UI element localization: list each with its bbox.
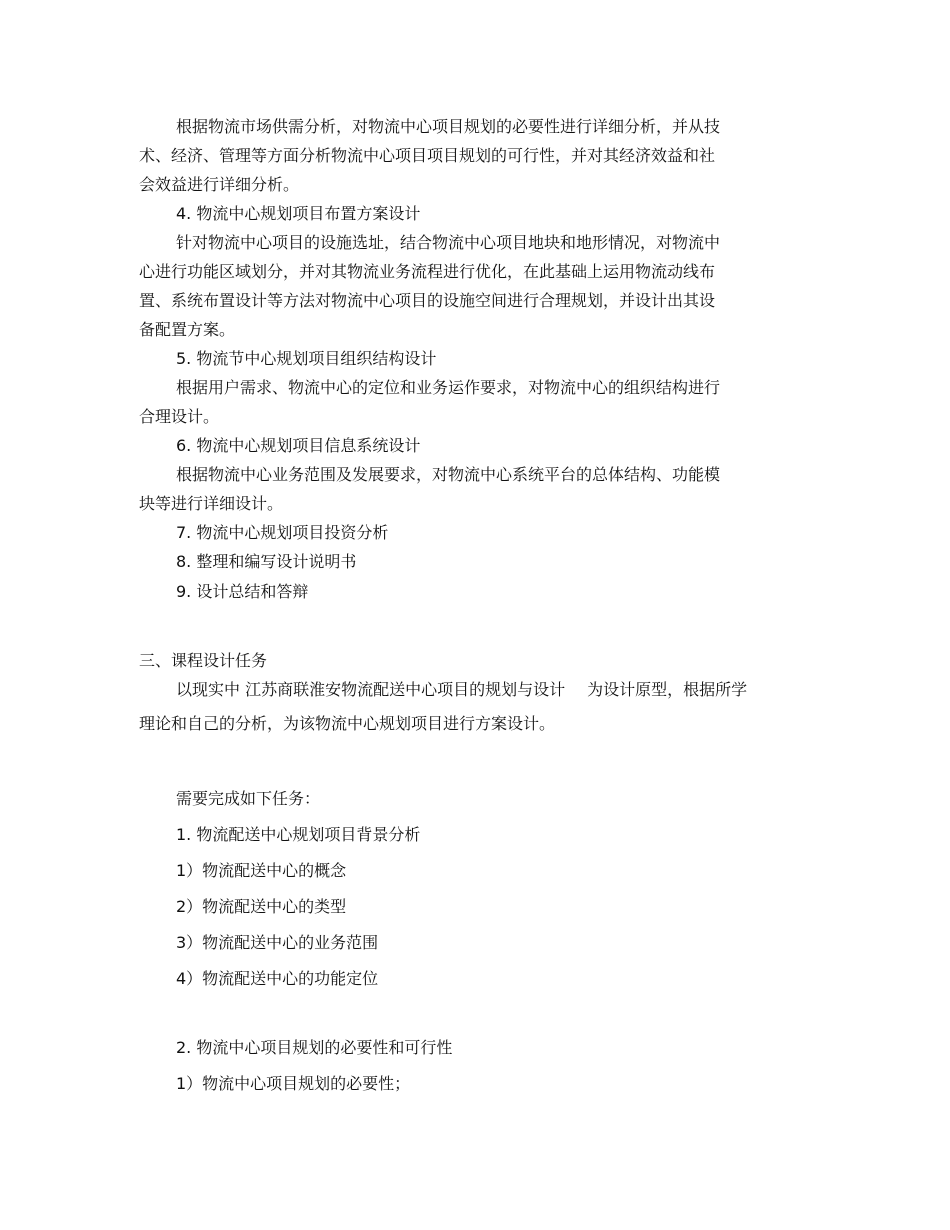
section-heading-6: 6. 物流中心规划项目信息系统设计 [176, 436, 421, 455]
section-heading-8: 8. 整理和编写设计说明书 [176, 552, 357, 571]
paragraph-line: 会效益进行详细分析。 [139, 175, 300, 194]
task-subitem: 1）物流配送中心的概念 [176, 861, 347, 880]
task-subitem: 2）物流配送中心的类型 [176, 897, 347, 916]
paragraph-line: 合理设计。 [139, 407, 220, 426]
paragraph-line: 心进行功能区域划分，并对其物流业务流程进行优化，在此基础上运用物流动线布 [139, 262, 716, 281]
paragraph-line: 根据物流中心业务范围及发展要求，对物流中心系统平台的总体结构、功能模 [176, 465, 721, 484]
task-subitem: 3）物流配送中心的业务范围 [176, 933, 379, 952]
section-heading-7: 7. 物流中心规划项目投资分析 [176, 523, 389, 542]
task-subitem: 4）物流配送中心的功能定位 [176, 969, 379, 988]
task-intro: 需要完成如下任务： [176, 789, 321, 808]
paragraph-text: 为设计原型，根据所学 [587, 680, 748, 699]
paragraph-line [176, 680, 747, 700]
task-item: 1. 物流配送中心规划项目背景分析 [176, 825, 421, 844]
paragraph-line: 针对物流中心项目的设施选址，结合物流中心项目地块和地形情况，对物流中 [176, 233, 721, 252]
paragraph-line: 块等进行详细设计。 [139, 494, 284, 513]
section-heading-9: 9. 设计总结和答辩 [176, 582, 309, 601]
section-title: 三、课程设计任务 [139, 651, 268, 670]
paragraph-line: 置、系统布置设计等方法对物流中心项目的设施空间进行合理规划，并设计出其设 [139, 291, 716, 310]
paragraph-text: 以现实中 江苏商联淮安物流配送中心项目的规划与设计 [176, 680, 566, 699]
section-heading-5: 5. 物流节中心规划项目组织结构设计 [176, 349, 437, 368]
paragraph-line: 术、经济、管理等方面分析物流中心项目项目规划的可行性，并对其经济效益和社 [139, 146, 716, 165]
paragraph-line: 根据用户需求、物流中心的定位和业务运作要求，对物流中心的组织结构进行 [176, 378, 721, 397]
task-subitem: 1）物流中心项目规划的必要性； [176, 1074, 411, 1093]
paragraph-line: 理论和自己的分析，为该物流中心规划项目进行方案设计。 [139, 714, 556, 733]
task-item: 2. 物流中心项目规划的必要性和可行性 [176, 1038, 453, 1057]
section-heading-4: 4. 物流中心规划项目布置方案设计 [176, 204, 421, 223]
paragraph-line: 备配置方案。 [139, 320, 236, 339]
paragraph-line: 根据物流市场供需分析，对物流中心项目规划的必要性进行详细分析，并从技 [176, 117, 721, 136]
